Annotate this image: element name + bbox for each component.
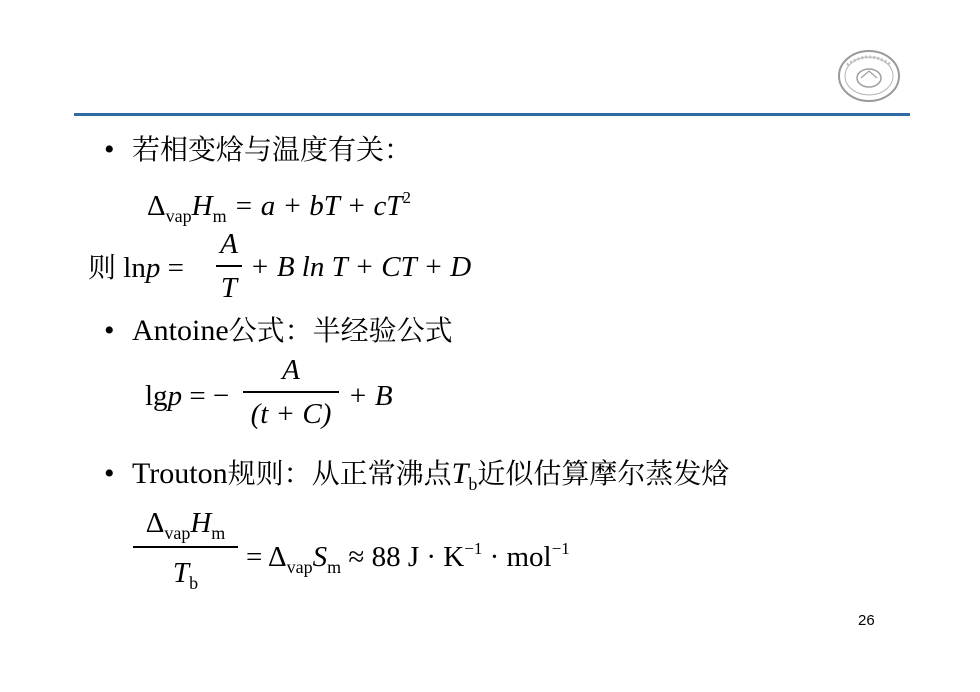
subscript-vap: vap [164, 523, 191, 543]
bullet-text: 规则：从正常沸点 [227, 457, 452, 490]
subscript-b: b [189, 573, 199, 593]
bullet-antoine [104, 316, 453, 346]
bullet-dot: • [104, 457, 115, 490]
subscript-m: m [212, 206, 227, 226]
equation-trouton-rhs [246, 534, 570, 582]
fraction-numerator [133, 509, 238, 548]
bullet-dot: • [104, 314, 115, 347]
ln-operator: ln [123, 252, 146, 284]
approx-value: ≈ 88 J · K [348, 541, 465, 573]
equation-lnp-lhs [88, 253, 184, 283]
then-label: 则 [88, 251, 117, 284]
fraction-numerator: A [220, 228, 238, 260]
fraction-denominator: T [220, 272, 238, 304]
header-rule [74, 113, 910, 116]
symbol-h: H [191, 190, 213, 222]
equation-rhs: = a + bT + cT [233, 190, 403, 222]
bullet-phase-enthalpy [104, 135, 412, 165]
trouton-label: Trouton [132, 457, 228, 490]
symbol-s: S [312, 541, 328, 573]
symbol-t: T [172, 557, 190, 589]
delta-symbol: Δ [147, 190, 166, 222]
equals-delta: = Δ [246, 541, 287, 573]
equation-lgp-lhs [145, 382, 229, 411]
equation-lnp-rhs: + B ln T + CT + D [250, 251, 472, 283]
equation-enthalpy-temperature [147, 183, 411, 231]
page-number: 26 [858, 612, 875, 629]
subscript-m: m [211, 523, 226, 543]
subscript-b: b [468, 474, 478, 494]
bullet-trouton [104, 459, 729, 499]
university-seal-icon [833, 47, 905, 105]
bullet-text-tail: 近似估算摩尔蒸发焓 [477, 457, 730, 490]
subscript-vap: vap [286, 557, 313, 577]
symbol-t: T [451, 457, 469, 490]
equation-lgp-rhs: + B [348, 380, 393, 412]
symbol-p: p [145, 252, 161, 284]
exponent: −1 [464, 539, 483, 558]
bullet-text: 若相变焓与温度有关： [132, 133, 413, 166]
subscript-vap: vap [165, 206, 192, 226]
symbol-p: p [167, 380, 183, 412]
equals-minus: = − [189, 380, 230, 412]
fraction-denominator: (t + C) [250, 398, 332, 430]
lg-operator: lg [145, 380, 168, 412]
subscript-m: m [327, 557, 342, 577]
bullet-text: 公式：半经验公式 [228, 314, 453, 347]
unit-mol: · mol [482, 541, 552, 573]
exponent: −1 [551, 539, 570, 558]
symbol-h: H [190, 507, 212, 539]
exponent: 2 [402, 188, 411, 207]
fraction-denominator [133, 559, 238, 598]
equals-sign: = [167, 252, 184, 284]
fraction-bar [133, 546, 238, 548]
delta-symbol: Δ [145, 507, 165, 539]
fraction-bar [243, 391, 339, 393]
bullet-dot: • [104, 133, 115, 166]
antoine-label: Antoine [132, 314, 229, 347]
fraction-bar [216, 265, 242, 267]
fraction-numerator: A [282, 354, 300, 386]
